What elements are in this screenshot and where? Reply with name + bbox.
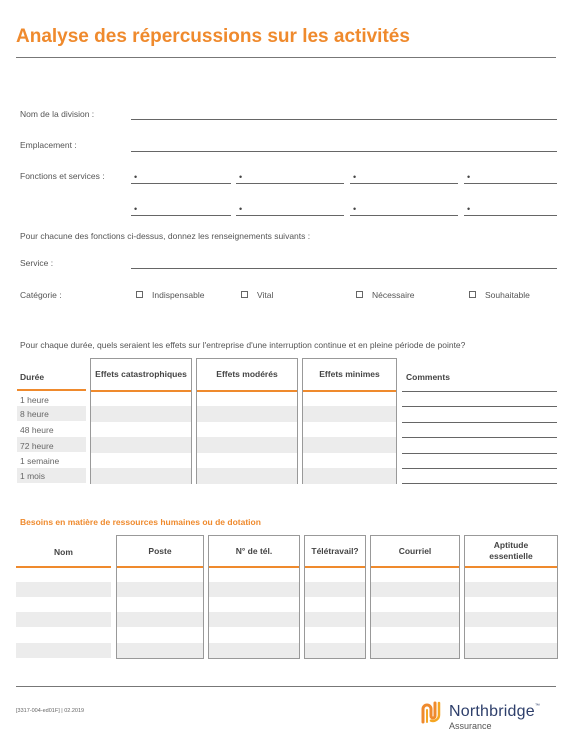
- bullet: •: [353, 172, 357, 182]
- brand-subtitle: Assurance: [449, 721, 492, 731]
- function-field-6[interactable]: [236, 215, 344, 216]
- telework-stripe: [305, 582, 365, 597]
- duration-row-label: 1 heure: [20, 395, 49, 405]
- duration-row-label: 48 heure: [20, 425, 54, 435]
- bullet: •: [239, 204, 243, 214]
- brand-name: [449, 703, 540, 721]
- resources-heading: Besoins en matière de ressources humaines ou de dotation: [20, 517, 261, 527]
- catastrophic-stripe: [91, 406, 191, 422]
- checkbox-indispensable[interactable]: [136, 291, 143, 298]
- category-option-label: Indispensable: [152, 290, 205, 300]
- brand-name-text: Northbridge: [449, 703, 535, 720]
- brand-trademark: ™: [534, 703, 541, 709]
- telework-stripe: [305, 612, 365, 627]
- functions-label: Fonctions et services :: [20, 171, 105, 181]
- division-field[interactable]: [131, 119, 557, 120]
- email-column[interactable]: [370, 535, 460, 659]
- email-stripe: [371, 612, 459, 627]
- comment-line[interactable]: [402, 453, 557, 454]
- phone-stripe: [209, 643, 299, 658]
- email-stripe: [371, 643, 459, 658]
- catastrophic-stripe: [91, 437, 191, 453]
- duration-row-label: 72 heure: [20, 441, 54, 451]
- minimal-stripe: [303, 437, 396, 453]
- checkbox-souhaitable[interactable]: [469, 291, 476, 298]
- bullet: •: [134, 172, 138, 182]
- page-title: Analyse des répercussions sur les activités: [16, 26, 410, 47]
- function-field-7[interactable]: [350, 215, 458, 216]
- duration-row-label: 8 heure: [20, 409, 49, 419]
- telework-column[interactable]: [304, 535, 366, 659]
- function-field-4[interactable]: [464, 183, 557, 184]
- comment-line[interactable]: [402, 468, 557, 469]
- name-header: Nom: [54, 547, 73, 557]
- bullet: •: [467, 172, 471, 182]
- division-label: Nom de la division :: [20, 109, 95, 119]
- comment-line[interactable]: [402, 406, 557, 407]
- email-header: Courriel: [371, 536, 459, 568]
- footer-divider: [16, 686, 556, 687]
- name-row-stripe[interactable]: [16, 612, 111, 627]
- function-field-8[interactable]: [464, 215, 557, 216]
- category-option-label: Nécessaire: [372, 290, 415, 300]
- comment-line[interactable]: [402, 437, 557, 438]
- northbridge-logo-icon: [420, 700, 442, 724]
- impact-question: Pour chaque durée, quels seraient les effets sur l'entreprise d'une interruption continue et en pleine période de pointe?: [20, 340, 466, 350]
- position-header: Poste: [117, 536, 203, 568]
- comment-line[interactable]: [402, 483, 557, 484]
- minimal-header: Effets minimes: [303, 359, 396, 392]
- aptitude-stripe: [465, 643, 557, 658]
- title-divider: [16, 57, 556, 58]
- duration-row-label: 1 mois: [20, 471, 46, 481]
- moderate-column[interactable]: [196, 358, 298, 484]
- function-field-2[interactable]: [236, 183, 344, 184]
- telework-stripe: [305, 643, 365, 658]
- name-row-stripe[interactable]: [16, 582, 111, 597]
- moderate-stripe: [197, 406, 297, 422]
- aptitude-column[interactable]: [464, 535, 558, 659]
- minimal-column[interactable]: [302, 358, 397, 484]
- location-label: Emplacement :: [20, 140, 77, 150]
- service-label: Service :: [20, 258, 54, 268]
- function-field-3[interactable]: [350, 183, 458, 184]
- checkbox-necessaire[interactable]: [356, 291, 363, 298]
- function-field-1[interactable]: [131, 183, 231, 184]
- category-option-label: Souhaitable: [485, 290, 530, 300]
- phone-stripe: [209, 582, 299, 597]
- duration-header-rule: [17, 389, 86, 391]
- checkbox-vital[interactable]: [241, 291, 248, 298]
- bullet: •: [134, 204, 138, 214]
- location-field[interactable]: [131, 151, 557, 152]
- bullet: •: [239, 172, 243, 182]
- bullet: •: [353, 204, 357, 214]
- document-reference: [3317-004-ed01F] | 02.2019: [16, 708, 85, 714]
- category-option-label: Vital: [257, 290, 274, 300]
- telework-header: Télétravail?: [305, 536, 365, 568]
- phone-stripe: [209, 612, 299, 627]
- comment-line[interactable]: [402, 391, 557, 392]
- phone-header: N° de tél.: [209, 536, 299, 568]
- phone-column[interactable]: [208, 535, 300, 659]
- aptitude-header: Aptitude essentielle: [465, 536, 557, 568]
- category-label: Catégorie :: [20, 290, 62, 300]
- email-stripe: [371, 582, 459, 597]
- position-stripe: [117, 612, 203, 627]
- catastrophic-header: Effets catastrophiques: [91, 359, 191, 392]
- aptitude-stripe: [465, 582, 557, 597]
- aptitude-stripe: [465, 612, 557, 627]
- service-field[interactable]: [131, 268, 557, 269]
- bullet: •: [467, 204, 471, 214]
- moderate-stripe: [197, 437, 297, 453]
- position-stripe: [117, 643, 203, 658]
- minimal-stripe: [303, 406, 396, 422]
- duration-row-label: 1 semaine: [20, 456, 60, 466]
- minimal-stripe: [303, 468, 396, 484]
- catastrophic-stripe: [91, 468, 191, 484]
- name-header-rule: [16, 566, 111, 568]
- duration-header: Durée: [20, 372, 45, 382]
- moderate-stripe: [197, 468, 297, 484]
- name-row-stripe[interactable]: [16, 643, 111, 658]
- moderate-header: Effets modérés: [197, 359, 297, 392]
- position-stripe: [117, 582, 203, 597]
- position-column[interactable]: [116, 535, 204, 659]
- function-field-5[interactable]: [131, 215, 231, 216]
- comments-header: Comments: [406, 372, 450, 382]
- comment-line[interactable]: [402, 422, 557, 423]
- catastrophic-column[interactable]: [90, 358, 192, 484]
- instruction-text: Pour chacune des fonctions ci-dessus, donnez les renseignements suivants :: [20, 231, 311, 241]
